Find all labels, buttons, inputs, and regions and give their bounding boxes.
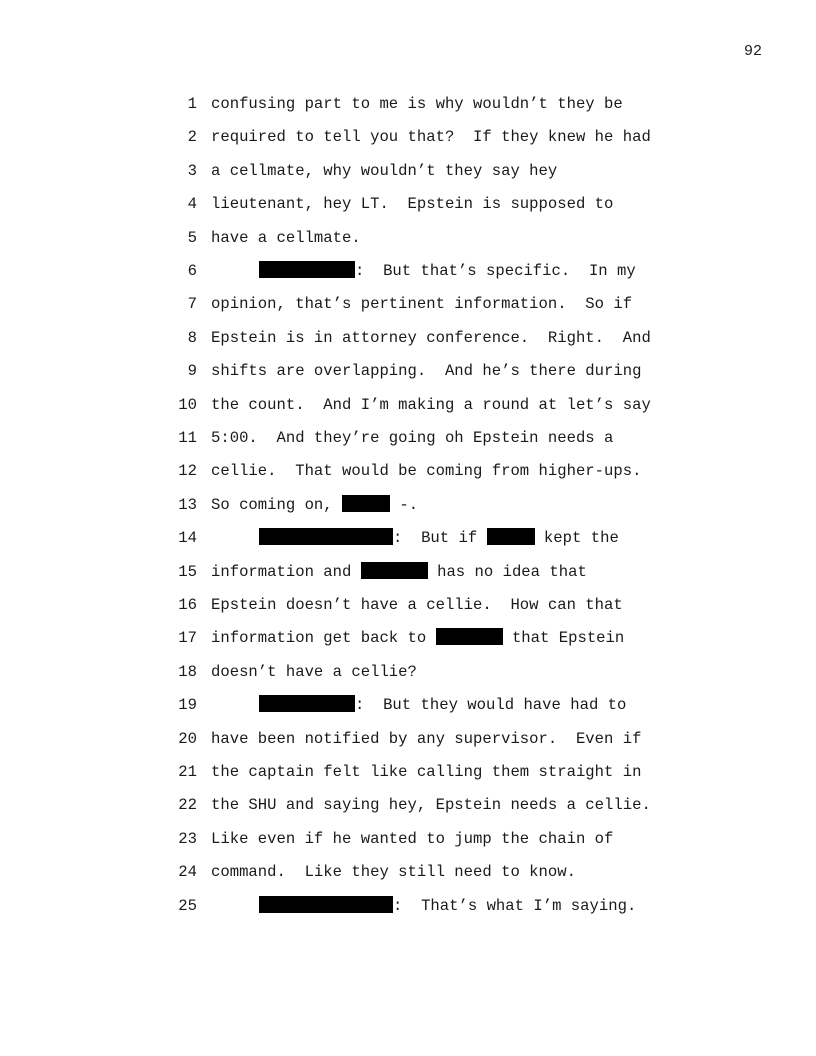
line-text <box>211 561 587 583</box>
redaction-box <box>436 628 503 645</box>
line-text <box>211 728 641 750</box>
line-text <box>211 460 641 482</box>
text-segment: : That’s what I’m saying. <box>393 896 637 915</box>
line-number: 11 <box>178 429 197 447</box>
line-text <box>211 828 613 850</box>
redaction-box <box>259 896 393 913</box>
line-number: 16 <box>178 596 197 614</box>
line-text <box>211 661 417 683</box>
text-segment: 5:00. And they’re going oh Epstein needs a <box>211 429 614 447</box>
line-number: 17 <box>178 629 197 648</box>
text-segment: : But if <box>393 529 487 548</box>
line-number: 5 <box>187 228 197 247</box>
text-segment: opinion, that’s pertinent information. So if <box>211 295 633 314</box>
text-segment: information and <box>211 562 361 581</box>
transcript-line <box>0 327 816 349</box>
line-text <box>211 126 651 148</box>
text-segment: So coming on, <box>211 495 343 514</box>
text-segment: the count. And I’m making a round at let’s say <box>211 395 651 414</box>
transcript-line <box>0 728 816 750</box>
text-segment: have been notified by any supervisor. Even if <box>211 729 642 748</box>
transcript-line <box>0 494 816 516</box>
line-number: 24 <box>178 863 197 882</box>
text-segment: confusing part to me is why wouldn’t they be <box>211 95 623 113</box>
line-text <box>211 160 557 182</box>
text-segment: the captain felt like calling them straight in <box>211 763 642 781</box>
redaction-box <box>259 695 355 712</box>
line-number: 10 <box>178 395 197 414</box>
line-number: 19 <box>178 696 197 715</box>
text-segment: : But that’s specific. In my <box>355 262 636 280</box>
line-number: 6 <box>187 262 197 280</box>
line-number: 7 <box>187 295 197 314</box>
transcript-line <box>0 594 816 616</box>
line-number: 14 <box>178 529 197 548</box>
text-segment: command. Like they still need to know. <box>211 863 576 882</box>
transcript-line <box>0 895 816 917</box>
text-segment: has no idea that <box>427 562 587 581</box>
text-segment: have a cellmate. <box>211 228 361 247</box>
line-text <box>211 794 651 816</box>
line-number: 9 <box>187 362 197 381</box>
line-number: 1 <box>187 95 197 113</box>
transcript-line <box>0 293 816 315</box>
line-number: 2 <box>187 128 197 147</box>
line-text <box>211 227 361 249</box>
line-number: 3 <box>187 161 197 180</box>
transcript-line <box>0 360 816 382</box>
line-text <box>211 327 651 349</box>
text-segment: cellie. That would be coming from higher-ups. <box>211 462 642 481</box>
text-segment: a cellmate, why wouldn’t they say hey <box>211 161 558 180</box>
line-number: 18 <box>178 662 197 681</box>
line-number: 21 <box>178 763 197 781</box>
text-segment: -. <box>390 495 419 514</box>
line-text <box>211 761 641 783</box>
transcript-line <box>0 627 816 649</box>
line-number: 4 <box>187 195 197 214</box>
line-number: 22 <box>178 796 197 815</box>
line-text <box>211 394 651 416</box>
line-number: 23 <box>178 829 197 848</box>
text-segment: Epstein is in attorney conference. Right. And <box>211 328 651 347</box>
line-text <box>211 594 623 616</box>
line-number: 20 <box>178 729 197 748</box>
transcript-line <box>0 394 816 416</box>
redaction-box <box>487 528 535 545</box>
line-number: 15 <box>178 562 197 581</box>
line-text <box>211 427 613 449</box>
line-text <box>211 193 613 215</box>
text-segment: Epstein doesn’t have a cellie. How can that <box>211 596 623 614</box>
transcript-line <box>0 561 816 583</box>
text-segment: shifts are overlapping. And he’s there during <box>211 362 642 381</box>
transcript-line <box>0 260 816 282</box>
line-text <box>211 494 418 516</box>
transcript-line <box>0 694 816 716</box>
line-text <box>259 260 636 282</box>
transcript-line <box>0 527 816 549</box>
text-segment: : But they would have had to <box>355 696 627 715</box>
transcript-line <box>0 460 816 482</box>
transcript-line <box>0 93 816 115</box>
line-text <box>211 293 632 315</box>
text-segment: the SHU and saying hey, Epstein needs a cellie. <box>211 796 651 815</box>
text-segment: required to tell you that? If they knew he had <box>211 128 651 147</box>
text-segment: kept the <box>534 529 619 548</box>
text-segment: lieutenant, hey LT. Epstein is supposed to <box>211 195 614 214</box>
transcript-line <box>0 227 816 249</box>
line-number: 13 <box>178 495 197 514</box>
redaction-box <box>259 261 355 278</box>
transcript-line <box>0 160 816 182</box>
line-text <box>259 895 636 917</box>
page-number: 92 <box>743 43 762 60</box>
redaction-box <box>361 562 428 579</box>
transcript-line <box>0 828 816 850</box>
line-text <box>211 627 624 649</box>
line-number: 8 <box>187 328 197 347</box>
text-segment: that Epstein <box>502 629 625 648</box>
transcript-line <box>0 427 816 449</box>
text-segment: doesn’t have a cellie? <box>211 662 417 681</box>
line-text <box>211 93 623 115</box>
text-segment: Like even if he wanted to jump the chain of <box>211 829 614 848</box>
line-text <box>259 694 626 716</box>
text-segment: information get back to <box>211 629 436 648</box>
redaction-box <box>259 528 393 545</box>
transcript-line <box>0 861 816 883</box>
redaction-box <box>342 495 390 512</box>
transcript-line <box>0 126 816 148</box>
transcript-line <box>0 661 816 683</box>
line-text <box>259 527 619 549</box>
line-number: 12 <box>178 462 197 481</box>
line-text <box>211 861 576 883</box>
line-text <box>211 360 641 382</box>
transcript-line <box>0 794 816 816</box>
line-number: 25 <box>178 896 197 915</box>
transcript-line <box>0 761 816 783</box>
transcript-line <box>0 193 816 215</box>
